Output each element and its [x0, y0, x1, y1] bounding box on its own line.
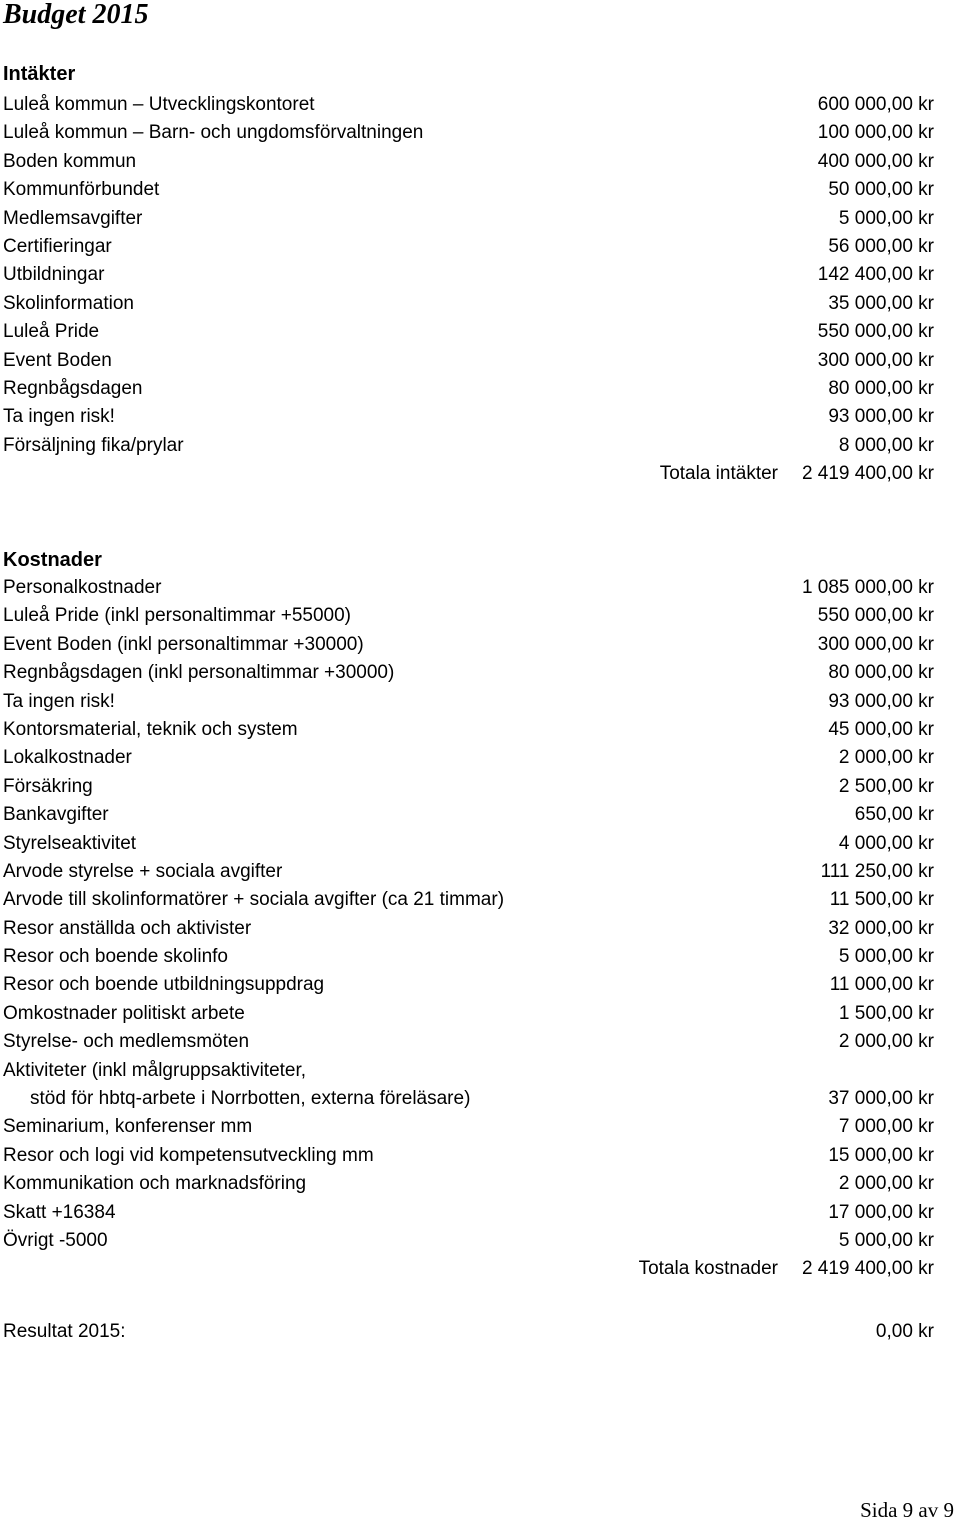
- result-row: [3, 1318, 934, 1346]
- costs-section: [3, 546, 934, 1284]
- cost-row: [3, 1000, 934, 1028]
- cost-row: [3, 858, 934, 886]
- income-row-label: Luleå kommun – Utvecklingskontoret: [3, 94, 315, 115]
- income-row-amount: 5 000,00 kr: [838, 207, 934, 229]
- income-row-label: Försäljning fika/prylar: [3, 434, 184, 456]
- income-row-amount: 600 000,00 kr: [817, 94, 934, 115]
- cost-row-amount: 15 000,00 kr: [828, 1144, 934, 1166]
- income-row-amount: 50 000,00 kr: [828, 179, 934, 201]
- cost-row-amount: 45 000,00 kr: [828, 718, 934, 740]
- income-total-amount: 2 419 400,00 kr: [801, 463, 934, 485]
- income-row: [3, 261, 934, 289]
- cost-row: [3, 1113, 934, 1141]
- cost-row: [3, 1057, 934, 1085]
- costs-heading: Kostnader: [3, 549, 102, 571]
- income-row-amount: 93 000,00 kr: [828, 406, 934, 428]
- cost-row-label: Styrelseaktivitet: [3, 832, 137, 854]
- costs-total-label: Totala kostnader: [638, 1258, 778, 1280]
- income-row: [3, 432, 934, 460]
- income-row-label: Event Boden: [3, 349, 112, 371]
- income-row: [3, 347, 934, 375]
- cost-row-amount: 2 500,00 kr: [838, 775, 934, 797]
- cost-row-amount: 32 000,00 kr: [828, 917, 934, 939]
- cost-row-amount: 4 000,00 kr: [838, 832, 934, 854]
- income-row-amount: 56 000,00 kr: [828, 235, 934, 257]
- income-total-label: Totala intäkter: [659, 463, 778, 485]
- cost-row: [3, 602, 934, 630]
- income-row-amount: 8 000,00 kr: [838, 434, 934, 456]
- cost-row: [3, 1199, 934, 1227]
- income-total-row: [3, 460, 934, 488]
- income-row-label: Medlemsavgifter: [3, 207, 143, 229]
- cost-row-label: Omkostnader politiskt arbete: [3, 1002, 245, 1024]
- costs-total-row: [3, 1255, 934, 1283]
- cost-row-amount: 2 000,00 kr: [838, 1031, 934, 1053]
- income-row: [3, 233, 934, 261]
- cost-row-label: Seminarium, konferenser mm: [3, 1116, 253, 1138]
- cost-row-amount: 300 000,00 kr: [817, 633, 934, 655]
- cost-row: [3, 716, 934, 744]
- income-row: [3, 375, 934, 403]
- cost-row-amount: 11 000,00 kr: [829, 974, 934, 996]
- income-row-label: Utbildningar: [3, 264, 105, 286]
- cost-row-label: Övrigt -5000: [3, 1229, 108, 1251]
- cost-row-amount: 5 000,00 kr: [838, 946, 934, 968]
- cost-row-amount: 1 085 000,00 kr: [801, 577, 934, 598]
- cost-row-label: Resor och boende utbildningsuppdrag: [3, 974, 325, 996]
- cost-row: [3, 688, 934, 716]
- income-row-label: Skolinformation: [3, 292, 134, 314]
- income-row-amount: 400 000,00 kr: [817, 150, 934, 172]
- cost-row-label: Kontorsmaterial, teknik och system: [3, 718, 298, 740]
- cost-row-amount: 650,00 kr: [854, 804, 934, 826]
- income-heading: Intäkter: [3, 63, 76, 85]
- income-row: [3, 290, 934, 318]
- result-amount: 0,00 kr: [875, 1321, 934, 1342]
- cost-row-amount: 2 000,00 kr: [838, 1173, 934, 1195]
- cost-row: [3, 1170, 934, 1198]
- cost-row-label: Styrelse- och medlemsmöten: [3, 1031, 250, 1053]
- income-row-label: Luleå kommun – Barn- och ungdomsförvaltningen: [3, 122, 424, 144]
- income-row-amount: 100 000,00 kr: [817, 122, 934, 144]
- cost-row-amount: 5 000,00 kr: [838, 1229, 934, 1251]
- page-title: Budget 2015: [3, 0, 149, 30]
- cost-row: [3, 1227, 934, 1255]
- cost-row: [3, 1085, 934, 1113]
- cost-row-amount: 11 500,00 kr: [829, 889, 934, 911]
- cost-row: [3, 830, 934, 858]
- cost-row-amount: 93 000,00 kr: [828, 690, 934, 712]
- result-label: Resultat 2015:: [3, 1321, 126, 1342]
- cost-row: [3, 971, 934, 999]
- cost-row-amount: 7 000,00 kr: [838, 1116, 934, 1138]
- cost-row-label: stöd för hbtq-arbete i Norrbotten, externa föreläsare): [30, 1088, 471, 1110]
- income-row-label: Certifieringar: [3, 235, 112, 257]
- income-row: [3, 205, 934, 233]
- income-section: [3, 60, 934, 488]
- income-row: [3, 403, 934, 431]
- cost-row-label: Luleå Pride (inkl personaltimmar +55000): [3, 605, 351, 627]
- income-row: [3, 119, 934, 147]
- cost-row-label: Personalkostnader: [3, 577, 162, 598]
- cost-row-label: Resor och boende skolinfo: [3, 946, 228, 968]
- cost-row-label: Bankavgifter: [3, 804, 109, 826]
- cost-row: [3, 1028, 934, 1056]
- cost-row-amount: 550 000,00 kr: [817, 605, 934, 627]
- cost-row-label: Lokalkostnader: [3, 747, 132, 769]
- cost-row: [3, 631, 934, 659]
- cost-row-label: Regnbågsdagen (inkl personaltimmar +30000): [3, 662, 395, 684]
- page-number: Sida 9 av 9: [860, 1498, 954, 1522]
- cost-row: [3, 744, 934, 772]
- cost-row-label: Event Boden (inkl personaltimmar +30000): [3, 633, 364, 655]
- income-row: [3, 318, 934, 346]
- cost-row-label: Aktiviteter (inkl målgruppsaktiviteter,: [3, 1059, 307, 1081]
- income-row-label: Regnbågsdagen: [3, 377, 143, 399]
- cost-row-label: Skatt +16384: [3, 1201, 116, 1223]
- cost-row-amount: 2 000,00 kr: [838, 747, 934, 769]
- cost-row-label: Kommunikation och marknadsföring: [3, 1173, 307, 1195]
- cost-row: [3, 943, 934, 971]
- cost-row-label: Arvode styrelse + sociala avgifter: [3, 860, 283, 882]
- cost-row-amount: 111 250,00 kr: [820, 860, 934, 882]
- income-row-amount: 80 000,00 kr: [828, 377, 934, 399]
- cost-row-label: Resor anställda och aktivister: [3, 917, 252, 939]
- income-row: [3, 176, 934, 204]
- cost-row-amount: 1 500,00 kr: [838, 1002, 934, 1024]
- cost-row-label: Resor och logi vid kompetensutveckling mm: [3, 1144, 374, 1166]
- cost-row: [3, 886, 934, 914]
- costs-rows: [3, 574, 934, 1255]
- cost-row-label: Ta ingen risk!: [3, 690, 115, 712]
- income-row: [3, 148, 934, 176]
- income-row-label: Kommunförbundet: [3, 179, 160, 201]
- cost-row: [3, 659, 934, 687]
- income-row-label: Ta ingen risk!: [3, 406, 115, 428]
- cost-row-amount: 80 000,00 kr: [828, 662, 934, 684]
- income-row-amount: 300 000,00 kr: [817, 349, 934, 371]
- cost-row-amount: 37 000,00 kr: [828, 1088, 934, 1110]
- cost-row-label: Arvode till skolinformatörer + sociala avgifter (ca 21 timmar): [3, 889, 505, 911]
- costs-total-amount: 2 419 400,00 kr: [801, 1258, 934, 1280]
- cost-row: [3, 915, 934, 943]
- income-row: [3, 91, 934, 119]
- cost-row: [3, 574, 934, 602]
- income-rows: [3, 91, 934, 460]
- income-row-label: Boden kommun: [3, 150, 137, 172]
- cost-row: [3, 801, 934, 829]
- cost-row: [3, 773, 934, 801]
- cost-row: [3, 1142, 934, 1170]
- income-row-amount: 142 400,00 kr: [817, 264, 934, 286]
- income-row-amount: 550 000,00 kr: [817, 321, 934, 343]
- income-row-label: Luleå Pride: [3, 321, 100, 343]
- cost-row-amount: 17 000,00 kr: [828, 1201, 934, 1223]
- cost-row-label: Försäkring: [3, 775, 93, 797]
- income-row-amount: 35 000,00 kr: [828, 292, 934, 314]
